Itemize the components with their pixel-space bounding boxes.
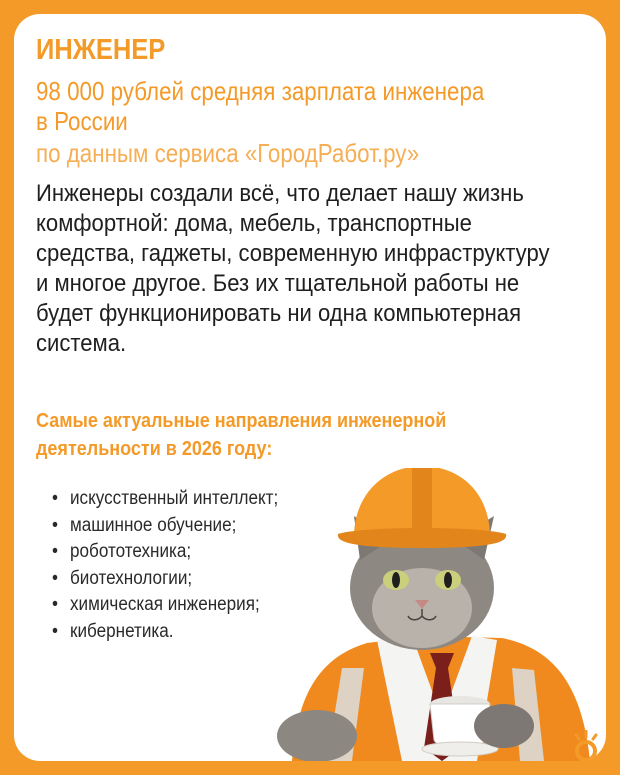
trends-list [52, 486, 278, 645]
list-item: • биотехнологии; [52, 566, 278, 593]
list-item: • искусственный интеллект; [52, 486, 278, 513]
list-item: • кибернетика. [52, 619, 278, 646]
trends-heading: Самые актуальные направления инженерной деятельности в 2026 году: [36, 410, 447, 460]
list-item: • робототехника; [52, 539, 278, 566]
list-item: • машинное обучение; [52, 513, 278, 540]
salary-heading: 98 000 рублей средняя зарплата инженера в России [36, 76, 485, 136]
page-title: ИНЖЕНЕР [36, 34, 166, 66]
brand-logo-icon [572, 730, 600, 761]
description-text: Инженеры создали всё, что делает нашу жизнь комфортной: дома, мебель, транспортные средства, гаджеты, современную инфраструктуру и многое другое. Без их тщательной работы не будет функционировать ни одна компьютерная система. [36, 180, 550, 357]
cat-engineer-illustration [272, 468, 606, 761]
source-note: по данным сервиса «ГородРабот.ру» [36, 138, 420, 168]
list-item: • химическая инженерия; [52, 592, 278, 619]
content-card [14, 14, 606, 761]
